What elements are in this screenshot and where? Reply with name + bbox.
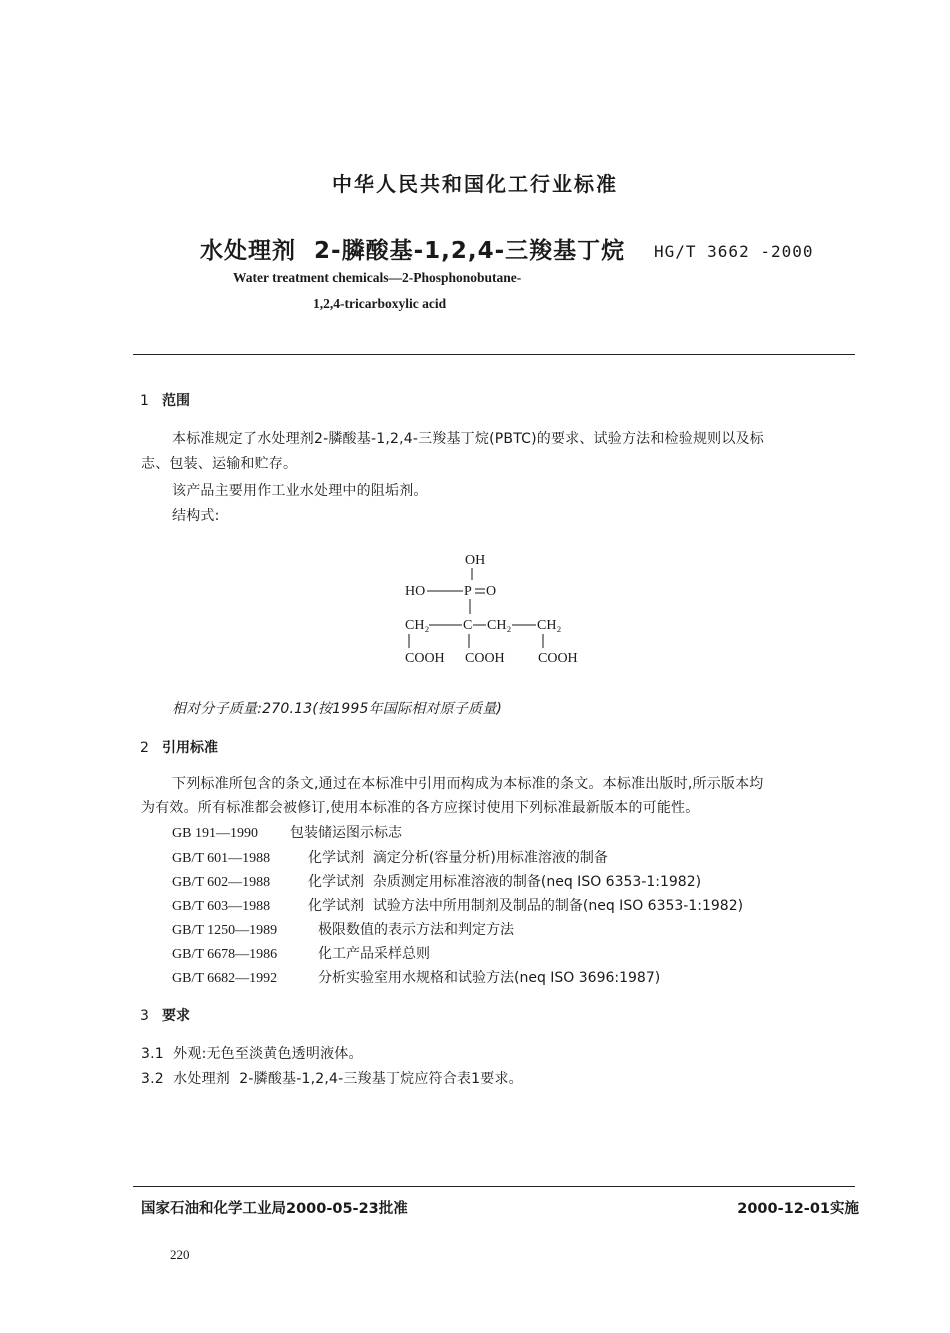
reference-code: GB/T 603—1988: [172, 899, 271, 914]
reference-code: GB/T 6682—1992: [172, 971, 278, 986]
requirement-3-1: 3.1 外观:无色至淡黄色透明液体。: [141, 1046, 363, 1062]
approval-line: 国家石油和化学工业局2000-05-23批准: [141, 1201, 408, 1217]
reference-title: 化学试剂 滴定分析(容量分析)用标准溶液的制备: [308, 850, 608, 866]
reference-item: [172, 943, 430, 963]
formula-cooh-2: COOH: [465, 651, 505, 666]
header-divider: [133, 354, 855, 355]
formula-ch2-left: CH₂: [405, 618, 430, 633]
formula-oh: OH: [465, 553, 486, 568]
reference-item: [172, 919, 514, 939]
references-paragraph-line2: 为有效。所有标准都会被修订,使用本标准的各方应探讨使用下列标准最新版本的可能性。: [141, 800, 700, 816]
section-number: 3: [140, 1008, 149, 1024]
section-title: 要求: [162, 1008, 190, 1024]
reference-item: [172, 871, 701, 891]
section-title: 引用标准: [162, 740, 218, 756]
page-number: 220: [170, 1247, 190, 1262]
footer-divider: [133, 1186, 855, 1187]
section-3-heading: [140, 1005, 190, 1025]
structural-formula: [395, 540, 595, 675]
reference-code: GB/T 1250—1989: [172, 923, 278, 938]
effective-date: 2000-12-01实施: [737, 1201, 859, 1217]
formula-cooh-3: COOH: [538, 651, 578, 666]
reference-title: 分析实验室用水规格和试验方法(neq ISO 3696:1987): [318, 970, 661, 986]
reference-item: [172, 847, 608, 867]
section-number: 1: [140, 393, 149, 409]
requirement-3-2: 3.2 水处理剂 2-膦酸基-1,2,4-三羧基丁烷应符合表1要求。: [141, 1071, 523, 1087]
document-title-en-line1: Water treatment chemicals—2-Phosphonobutane-: [233, 270, 522, 285]
reference-code: GB/T 602—1988: [172, 875, 271, 890]
document-title-en-line2: 1,2,4-tricarboxylic acid: [313, 296, 447, 311]
reference-title: 化学试剂 试验方法中所用制剂及制品的制备(neq ISO 6353-1:1982): [308, 898, 744, 914]
standard-code: HG/T 3662 -2000: [654, 242, 814, 261]
references-paragraph-line1: 下列标准所包含的条文,通过在本标准中引用而构成为本标准的条文。本标准出版时,所示版本均: [172, 776, 764, 792]
section-1-heading: [140, 390, 190, 410]
section-2-heading: [140, 737, 218, 757]
usage-paragraph: 该产品主要用作工业水处理中的阻垢剂。: [172, 483, 428, 499]
document-title-cn: 水处理剂 2-膦酸基-1,2,4-三羧基丁烷: [200, 238, 626, 264]
formula-o: O: [486, 584, 497, 599]
reference-item: [172, 822, 402, 842]
reference-title: 包装储运图示标志: [290, 825, 402, 841]
formula-c-center: C: [463, 618, 473, 633]
formula-p: P: [464, 584, 472, 599]
reference-title: 化学试剂 杂质测定用标准溶液的制备(neq ISO 6353-1:1982): [308, 874, 702, 890]
reference-title: 化工产品采样总则: [318, 946, 430, 962]
formula-ch2-right: CH₂: [537, 618, 562, 633]
structure-label: 结构式:: [172, 508, 220, 524]
section-number: 2: [140, 740, 149, 756]
reference-title: 极限数值的表示方法和判定方法: [318, 922, 514, 938]
scope-paragraph-line1: 本标准规定了水处理剂2-膦酸基-1,2,4-三羧基丁烷(PBTC)的要求、试验方法和检验规则以及标: [172, 431, 764, 447]
reference-code: GB 191—1990: [172, 826, 258, 841]
formula-ch2-mid: CH₂: [487, 618, 512, 633]
formula-cooh-1: COOH: [405, 651, 445, 666]
molecular-mass: 相对分子质量:270.13(按1995年国际相对原子质量): [172, 701, 503, 717]
section-title: 范围: [162, 393, 190, 409]
scope-paragraph-line2: 志、包装、运输和贮存。: [141, 456, 298, 472]
standard-category-title: 中华人民共和国化工行业标准: [332, 172, 618, 196]
reference-code: GB/T 6678—1986: [172, 947, 278, 962]
reference-code: GB/T 601—1988: [172, 851, 271, 866]
reference-item: [172, 967, 660, 987]
reference-item: [172, 895, 743, 915]
formula-ho: HO: [405, 584, 426, 599]
